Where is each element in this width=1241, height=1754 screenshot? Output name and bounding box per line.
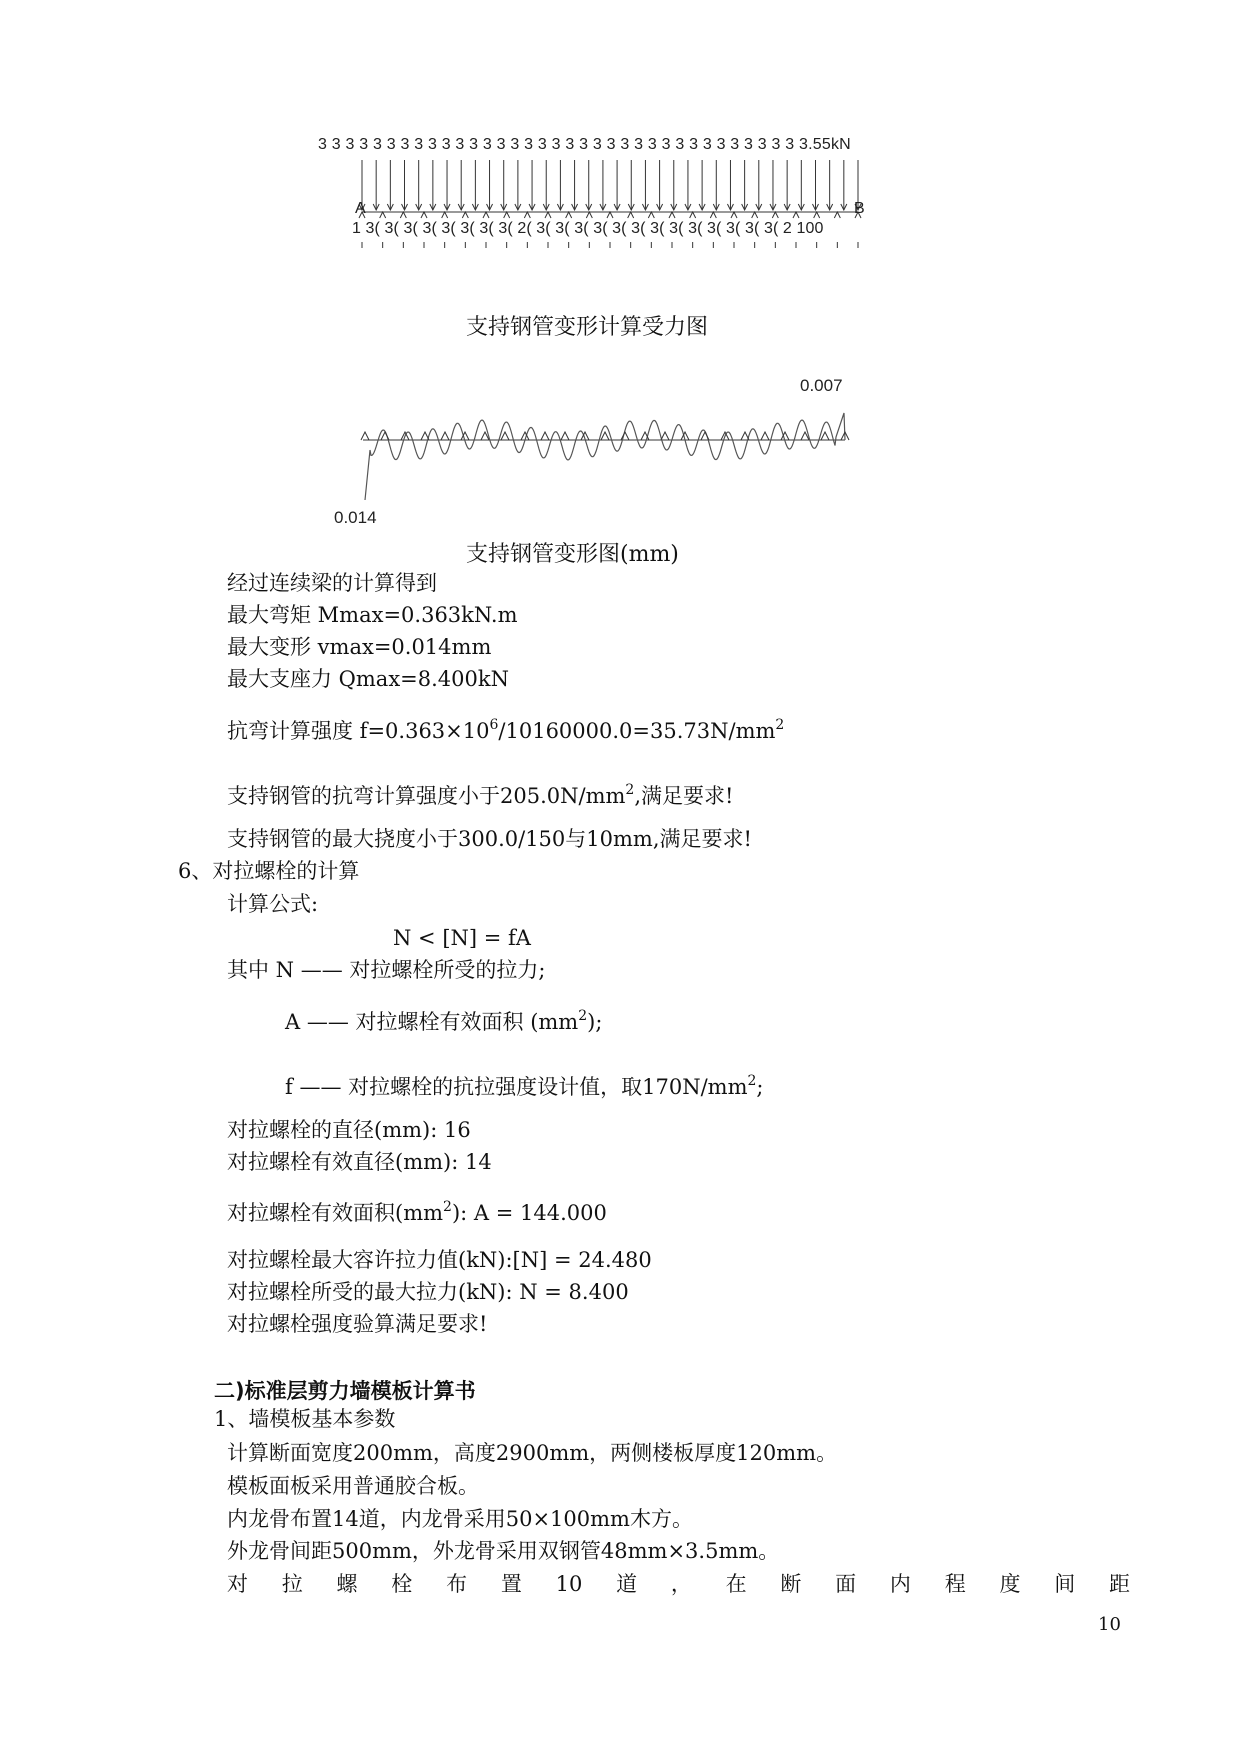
justified-char: 栓: [391, 1572, 413, 1596]
load-label: 3 3 3 3 3 3 3 3 3 3 3 3 3 3 3 3 3 3 3 3 3 3 3 3 3 3 3 3 3 3 3 3 3 3 3 3.55kN: [318, 136, 851, 153]
text-formula: N < [N] = fA: [393, 926, 531, 950]
text-bolt-layout: [227, 1571, 1130, 1597]
end-b-label: B: [854, 200, 865, 217]
text-bending-check: [227, 783, 733, 809]
text-continuous-beam: 经过连续梁的计算得到: [227, 571, 437, 595]
text-bending-strength-b: /10160000.0=35.73N/mm: [498, 719, 776, 743]
text-section-size: 计算断面宽度200mm，高度2900mm，两侧楼板厚度120mm。: [227, 1441, 838, 1465]
text-panel-material: 模板面板采用普通胶合板。: [227, 1474, 479, 1498]
text-where-f: [285, 1074, 763, 1100]
text-bending-check-b: ,满足要求!: [634, 784, 734, 808]
section-bolt-calc: 6、对拉螺栓的计算: [178, 859, 360, 883]
justified-char: 布: [446, 1572, 468, 1596]
text-bending-strength: [227, 718, 784, 744]
text-bolt-effective-area: [227, 1200, 607, 1226]
section-wall-params: 1、墙模板基本参数: [214, 1407, 396, 1431]
text-max-moment: 最大弯矩 Mmax=0.363kN.m: [227, 603, 518, 627]
text-bolt-diameter: 对拉螺栓的直径(mm): 16: [227, 1118, 471, 1142]
text-where-f-exp: 2: [747, 1073, 757, 1089]
min-deflection-label: 0.014: [334, 508, 377, 527]
justified-char: 对: [227, 1572, 248, 1596]
text-max-support-force: 最大支座力 Qmax=8.400kN: [227, 667, 509, 691]
justified-char: 断: [780, 1572, 802, 1596]
justified-char: ，: [670, 1572, 692, 1596]
justified-char: 在: [725, 1572, 747, 1596]
justified-char: 拉: [281, 1572, 303, 1596]
justified-char: 程: [944, 1572, 966, 1596]
justified-char: 度: [999, 1572, 1021, 1596]
figure1-caption: 支持钢管变形计算受力图: [466, 315, 709, 340]
justified-char: 道: [616, 1572, 638, 1596]
text-bolt-effective-area-exp: 2: [443, 1199, 452, 1215]
justified-char: 置: [500, 1572, 522, 1596]
text-where-a-b: );: [587, 1010, 603, 1034]
text-where-f-b: ;: [756, 1075, 764, 1099]
figure2-caption: 支持钢管变形图(mm): [466, 542, 679, 567]
deformation-diagram: [355, 395, 855, 515]
heading-shear-wall: 二)标准层剪力墙模板计算书: [214, 1379, 476, 1403]
justified-char: 螺: [336, 1572, 358, 1596]
page-number: 10: [1098, 1614, 1121, 1635]
text-bolt-check: 对拉螺栓强度验算满足要求!: [227, 1312, 488, 1336]
text-bolt-effective-diameter: 对拉螺栓有效直径(mm): 14: [227, 1150, 492, 1174]
text-bending-check-a: 支持钢管的抗弯计算强度小于205.0N/mm: [227, 784, 626, 808]
text-outer-keel: 外龙骨间距500mm，外龙骨采用双钢管48mm×3.5mm。: [227, 1539, 780, 1563]
justified-char: 面: [835, 1572, 857, 1596]
text-inner-keel: 内龙骨布置14道，内龙骨采用50×100mm木方。: [227, 1507, 693, 1531]
text-where-a-a: A —— 对拉螺栓有效面积 (mm: [285, 1010, 579, 1034]
span-label: 1 3( 3( 3( 3( 3( 3( 3( 3( 2( 3( 3( 3( 3( 3( 3( 3( 3( 3( 3( 3( 3( 3( 2 100: [352, 220, 824, 237]
text-bolt-effective-area-b: ): A = 144.000: [451, 1201, 607, 1225]
text-max-deformation: 最大变形 vmax=0.014mm: [227, 635, 492, 659]
text-bending-strength-unit-exp: 2: [775, 717, 785, 733]
max-deflection-label: 0.007: [800, 376, 843, 395]
text-where-n: 其中 N —— 对拉螺栓所受的拉力;: [227, 958, 546, 982]
justified-char: 内: [889, 1572, 911, 1596]
text-bending-strength-a: 抗弯计算强度 f=0.363×10: [227, 719, 490, 743]
text-formula-label: 计算公式:: [227, 892, 319, 916]
end-a-label: A: [355, 200, 366, 217]
justified-char: 间: [1054, 1572, 1076, 1596]
text-bolt-max-force: 对拉螺栓所受的最大拉力(kN): N = 8.400: [227, 1280, 629, 1304]
text-bending-check-exp: 2: [625, 782, 635, 798]
text-deflection-check: 支持钢管的最大挠度小于300.0/150与10mm,满足要求!: [227, 827, 752, 851]
justified-char: 距: [1108, 1572, 1130, 1596]
text-where-a-exp: 2: [578, 1008, 588, 1024]
text-bolt-effective-area-a: 对拉螺栓有效面积(mm: [227, 1201, 444, 1225]
justified-char: 10: [555, 1572, 583, 1596]
text-bolt-allowable-force: 对拉螺栓最大容许拉力值(kN):[N] = 24.480: [227, 1248, 652, 1272]
text-bending-strength-exp: 6: [489, 717, 499, 733]
text-where-a: [285, 1009, 602, 1035]
text-where-f-a: f —— 对拉螺栓的抗拉强度设计值，取170N/mm: [285, 1075, 748, 1099]
